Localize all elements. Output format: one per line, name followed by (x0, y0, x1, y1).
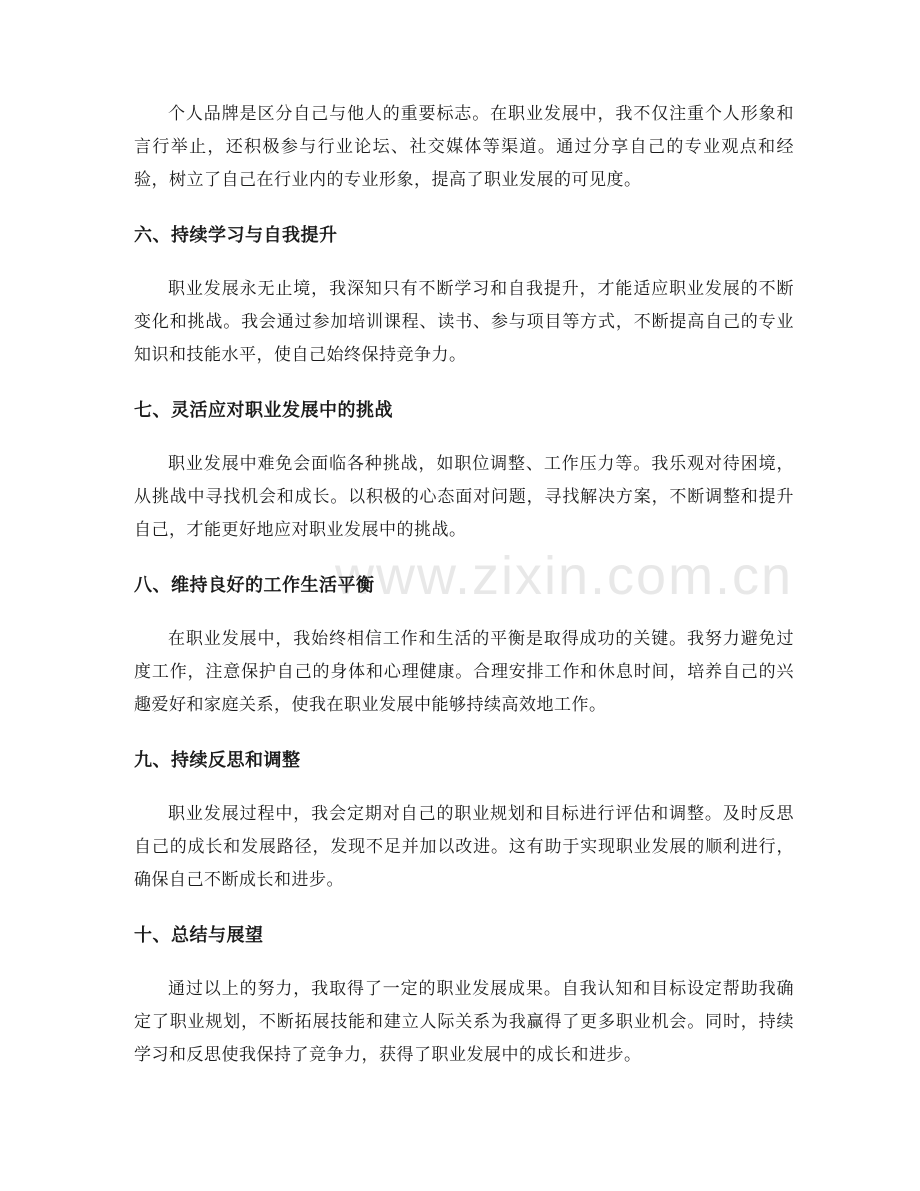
section-heading-7: 七、灵活应对职业发展中的挑战 (134, 400, 393, 421)
section-heading-6: 六、持续学习与自我提升 (134, 225, 338, 246)
section-paragraph-6: 职业发展永无止境，我深知只有不断学习和自我提升，才能适应职业发展的不断变化和挑战。我会通过参加培训课程、读书、参与项目等方式，不断提高自己的专业知识和技能水平，使自己始终保持竞争力。 (134, 279, 794, 365)
intro-paragraph: 个人品牌是区分自己与他人的重要标志。在职业发展中，我不仅注重个人形象和言行举止，还积极参与行业论坛、社交媒体等渠道。通过分享自己的专业观点和经验，树立了自己在行业内的专业形象，提高了职业发展的可见度。 (134, 104, 794, 190)
section-paragraph-10: 通过以上的努力，我取得了一定的职业发展成果。自我认知和目标设定帮助我确定了职业规划，不断拓展技能和建立人际关系为我赢得了更多职业机会。同时，持续学习和反思使我保持了竞争力，获得了职业发展中的成长和进步。 (134, 979, 794, 1065)
section-heading-10: 十、总结与展望 (134, 925, 264, 946)
section-heading-9: 九、持续反思和调整 (134, 750, 301, 771)
watermark: www.zixin.com.cn (335, 546, 794, 606)
section-heading-8: 八、维持良好的工作生活平衡 (134, 575, 375, 596)
section-paragraph-8: 在职业发展中，我始终相信工作和生活的平衡是取得成功的关键。我努力避免过度工作，注意保护自己的身体和心理健康。合理安排工作和休息时间，培养自己的兴趣爱好和家庭关系，使我在职业发展中能够持续高效地工作。 (134, 629, 794, 715)
section-paragraph-9: 职业发展过程中，我会定期对自己的职业规划和目标进行评估和调整。及时反思自己的成长和发展路径，发现不足并加以改进。这有助于实现职业发展的顺利进行，确保自己不断成长和进步。 (134, 804, 794, 890)
document-body (134, 98, 794, 1072)
section-paragraph-7: 职业发展中难免会面临各种挑战，如职位调整、工作压力等。我乐观对待困境，从挑战中寻找机会和成长。以积极的心态面对问题，寻找解决方案，不断调整和提升自己，才能更好地应对职业发展中的挑战。 (134, 454, 794, 540)
